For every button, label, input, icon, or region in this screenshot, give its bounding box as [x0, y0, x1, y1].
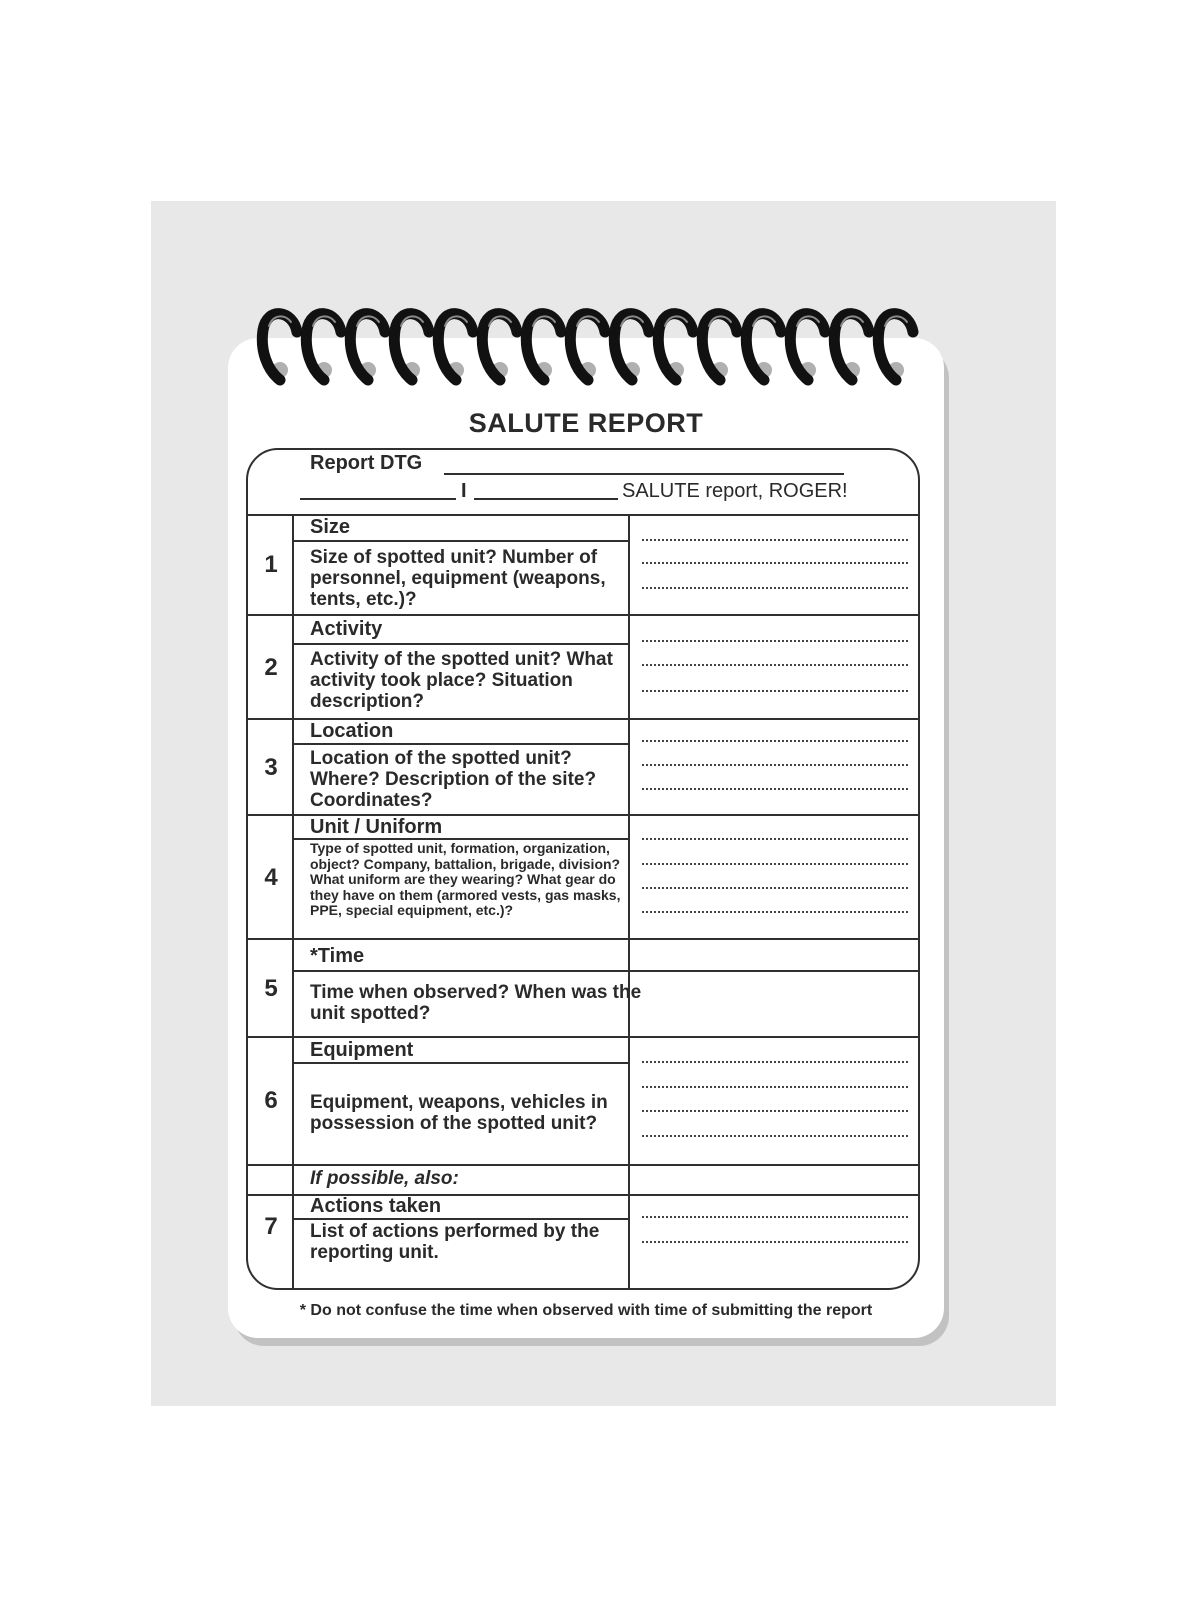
answer-line[interactable] — [642, 640, 908, 642]
separator-label: I — [461, 480, 467, 502]
section-number: 3 — [264, 754, 278, 781]
answer-line[interactable] — [642, 1241, 908, 1243]
row-divider — [248, 614, 918, 616]
answer-line[interactable] — [642, 1061, 908, 1063]
answer-line[interactable] — [642, 887, 908, 889]
section-question: List of actions performed by the reporting unit. — [310, 1221, 600, 1263]
section-question: Type of spotted unit, formation, organization, object? Company, battalion, brigade, division? What uniform are they wearing? What gear do they have on them (armored vests, gas masks, PPE, special equipment, etc.)? — [310, 840, 621, 918]
answer-line[interactable] — [642, 587, 908, 589]
section-number: 4 — [264, 864, 278, 891]
answer-line[interactable] — [642, 838, 908, 840]
label-divider — [292, 1218, 628, 1220]
label-divider — [292, 743, 628, 745]
spiral-binding-icon — [0, 0, 1200, 420]
section-label: Activity — [310, 618, 383, 640]
section-label: Equipment — [310, 1039, 414, 1061]
callsign-field-1[interactable] — [300, 498, 456, 500]
form-header — [248, 450, 918, 516]
section-label: Actions taken — [310, 1195, 442, 1217]
section-question: Location of the spotted unit? Where? Description of the site? Coordinates? — [310, 748, 597, 811]
answer-line[interactable] — [642, 788, 908, 790]
section-number: 5 — [264, 975, 278, 1002]
section-label: Size — [310, 516, 351, 538]
label-divider — [292, 1062, 628, 1064]
answer-line[interactable] — [642, 664, 908, 666]
section-label: Location — [310, 720, 394, 742]
answer-line[interactable] — [642, 1110, 908, 1112]
section-number: 6 — [264, 1087, 278, 1114]
answer-line[interactable] — [642, 1086, 908, 1088]
answer-line[interactable] — [642, 740, 908, 742]
section-number: 1 — [264, 551, 278, 578]
callsign-field-2[interactable] — [474, 498, 618, 500]
answer-line[interactable] — [642, 562, 908, 564]
report-dtg-field[interactable] — [444, 473, 844, 475]
closing-phrase: SALUTE report, ROGER! — [622, 480, 848, 502]
section-label: *Time — [310, 945, 365, 967]
label-divider — [292, 970, 920, 972]
report-dtg-label: Report DTG — [310, 452, 423, 474]
footnote: * Do not confuse the time when observed with time of submitting the report — [299, 1302, 873, 1319]
label-divider — [292, 540, 628, 542]
answer-line[interactable] — [642, 1216, 908, 1218]
answer-line[interactable] — [642, 911, 908, 913]
section-number: 2 — [264, 654, 278, 681]
section-question: Equipment, weapons, vehicles in possession of the spotted unit? — [310, 1092, 608, 1134]
row-divider — [248, 1036, 918, 1038]
row-divider — [248, 1164, 918, 1166]
section-question: Activity of the spotted unit? What activity took place? Situation description? — [310, 649, 613, 712]
answer-line[interactable] — [642, 690, 908, 692]
salute-form — [246, 448, 920, 1290]
section-question: Time when observed? When was the unit spotted? — [310, 982, 642, 1024]
section-number: 7 — [264, 1213, 278, 1240]
answer-line[interactable] — [642, 863, 908, 865]
answer-line[interactable] — [642, 764, 908, 766]
label-divider — [292, 643, 628, 645]
page-title: SALUTE REPORT — [468, 408, 704, 438]
answer-line[interactable] — [642, 1135, 908, 1137]
number-column-rule — [292, 514, 294, 1288]
section-question: Size of spotted unit? Number of personnel, equipment (weapons, tents, etc.)? — [310, 547, 606, 610]
if-possible-label: If possible, also: — [310, 1168, 459, 1189]
section-label: Unit / Uniform — [310, 816, 443, 838]
answer-line[interactable] — [642, 539, 908, 541]
row-divider — [248, 938, 918, 940]
